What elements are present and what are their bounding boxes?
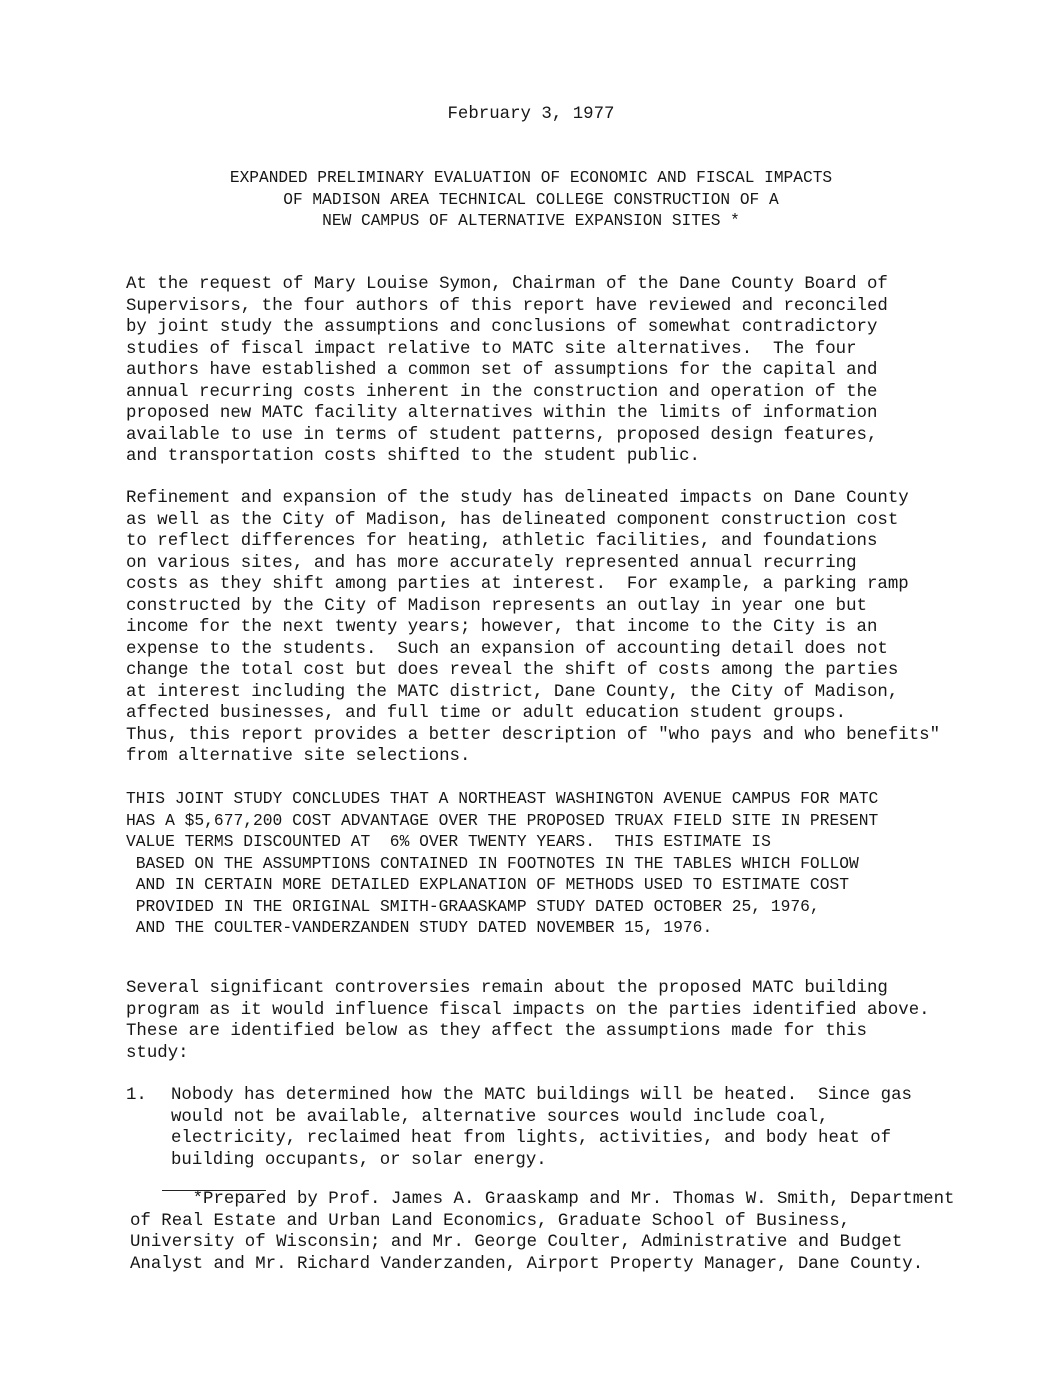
intro-paragraph bbox=[126, 274, 1006, 468]
footnote-line: University of Wisconsin; and Mr. George Coulter, Administrative and Budget bbox=[130, 1233, 903, 1252]
text-line: affected businesses, and full time or adult education student groups. bbox=[126, 704, 847, 723]
list-number: 1. bbox=[126, 1086, 147, 1105]
text-line: THIS JOINT STUDY CONCLUDES THAT A NORTHEAST WASHINGTON AVENUE CAMPUS FOR MATC bbox=[126, 789, 879, 808]
text-line: annual recurring costs inherent in the construction and operation of the bbox=[126, 382, 878, 402]
text-line: PROVIDED IN THE ORIGINAL SMITH-GRAASKAMP STUDY DATED OCTOBER 25, 1976, bbox=[126, 896, 820, 916]
text-line: studies of fiscal impact relative to MATC site alternatives. The four bbox=[126, 339, 857, 359]
conclusion-paragraph bbox=[126, 788, 1006, 939]
text-line: from alternative site selections. bbox=[126, 747, 471, 766]
document-title bbox=[0, 168, 1062, 233]
footnote-line: *Prepared by Prof. James A. Graaskamp and Mr. Thomas W. Smith, Department bbox=[130, 1190, 955, 1209]
text-line: VALUE TERMS DISCOUNTED AT 6% OVER TWENTY YEARS. THIS ESTIMATE IS bbox=[126, 832, 771, 851]
text-line: income for the next twenty years; however, that income to the City is an bbox=[126, 618, 878, 637]
text-line: at interest including the MATC district, Dane County, the City of Madison, bbox=[126, 682, 899, 702]
text-line: AND IN CERTAIN MORE DETAILED EXPLANATION OF METHODS USED TO ESTIMATE COST bbox=[126, 875, 850, 894]
text-line: proposed new MATC facility alternatives within the limits of information bbox=[126, 404, 878, 423]
controversies-paragraph bbox=[126, 978, 1006, 1064]
refinement-paragraph bbox=[126, 488, 1006, 768]
text-line: AND THE COULTER-VANDERZANDEN STUDY DATED NOVEMBER 15, 1976. bbox=[126, 918, 713, 937]
text-line: available to use in terms of student patterns, proposed design features, bbox=[126, 425, 878, 445]
text-line: on various sites, and has more accurately represented annual recurring bbox=[126, 553, 857, 573]
text-line: costs as they shift among parties at interest. For example, a parking ramp bbox=[126, 575, 909, 594]
text-line: constructed by the City of Madison represents an outlay in year one but bbox=[126, 596, 867, 616]
text-line: Supervisors, the four authors of this report have reviewed and reconciled bbox=[126, 296, 888, 316]
text-line: Thus, this report provides a better description of "who pays and who benefits" bbox=[126, 725, 941, 745]
text-line: program as it would influence fiscal impacts on the parties identified above. bbox=[126, 1000, 930, 1020]
text-line: At the request of Mary Louise Symon, Chairman of the Dane County Board of bbox=[126, 275, 888, 294]
text-line: study: bbox=[126, 1043, 189, 1063]
text-line: by joint study the assumptions and conclusions of somewhat contradictory bbox=[126, 318, 878, 337]
text-line: authors have established a common set of assumptions for the capital and bbox=[126, 361, 878, 380]
text-line: building occupants, or solar energy. bbox=[171, 1150, 547, 1170]
title-line: EXPANDED PRELIMINARY EVALUATION OF ECONOMIC AND FISCAL IMPACTS bbox=[229, 169, 833, 187]
title-line: NEW CAMPUS OF ALTERNATIVE EXPANSION SITES * bbox=[322, 212, 740, 230]
text-line: electricity, reclaimed heat from lights, activities, and body heat of bbox=[171, 1129, 892, 1148]
text-line: change the total cost but does reveal the shift of costs among the parties bbox=[126, 661, 899, 680]
list-item-body bbox=[171, 1085, 912, 1171]
document-date: February 3, 1977 bbox=[447, 105, 615, 124]
text-line: and transportation costs shifted to the student public. bbox=[126, 447, 700, 466]
text-line: Refinement and expansion of the study has delineated impacts on Dane County bbox=[126, 489, 909, 508]
footnote bbox=[130, 1189, 1010, 1275]
text-line: expense to the students. Such an expansion of accounting detail does not bbox=[126, 639, 888, 659]
text-line: Several significant controversies remain about the proposed MATC building bbox=[126, 979, 888, 998]
text-line: Nobody has determined how the MATC buildings will be heated. Since gas bbox=[171, 1086, 912, 1105]
title-line: OF MADISON AREA TECHNICAL COLLEGE CONSTRUCTION OF A bbox=[283, 190, 779, 209]
text-line: as well as the City of Madison, has delineated component construction cost bbox=[126, 510, 899, 530]
text-line: BASED ON THE ASSUMPTIONS CONTAINED IN FOOTNOTES IN THE TABLES WHICH FOLLOW bbox=[126, 853, 859, 873]
text-line: HAS A $5,677,200 COST ADVANTAGE OVER THE PROPOSED TRUAX FIELD SITE IN PRESENT bbox=[126, 810, 879, 830]
text-line: These are identified below as they affect the assumptions made for this bbox=[126, 1022, 867, 1041]
footnote-line: Analyst and Mr. Richard Vanderzanden, Airport Property Manager, Dane County. bbox=[130, 1254, 924, 1274]
text-line: would not be available, alternative sources would include coal, bbox=[171, 1107, 829, 1127]
footnote-line: of Real Estate and Urban Land Economics, Graduate School of Business, bbox=[130, 1211, 851, 1231]
text-line: to reflect differences for heating, athletic facilities, and foundations bbox=[126, 532, 878, 551]
